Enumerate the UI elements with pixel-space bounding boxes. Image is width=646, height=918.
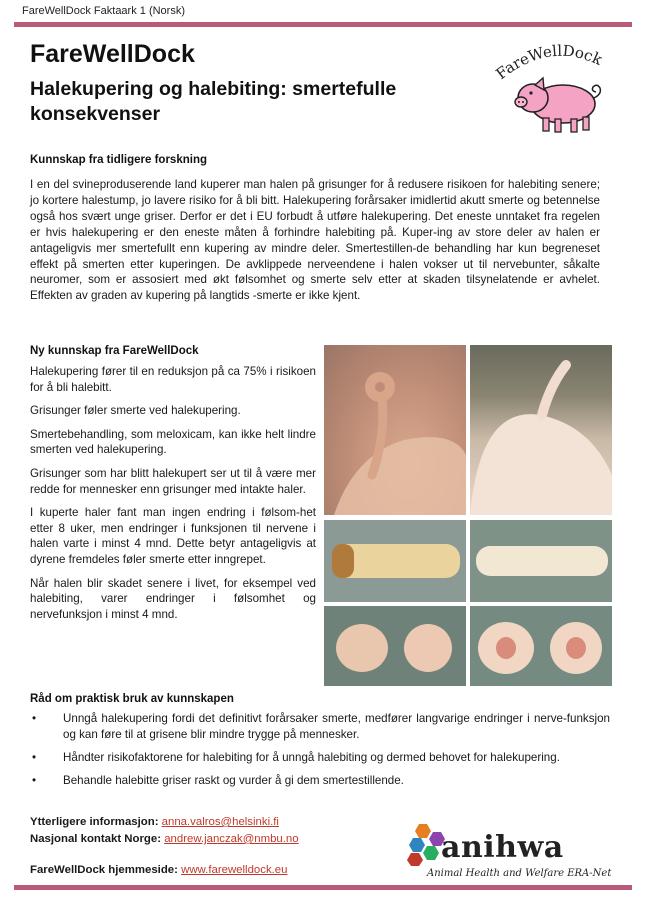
homepage-label: FareWellDock hjemmeside: xyxy=(30,864,178,876)
homepage-link[interactable]: www.farewelldock.eu xyxy=(181,864,288,876)
norway-contact-label: Nasjonal kontakt Norge: xyxy=(30,833,162,845)
more-info-email-link[interactable]: anna.valros@helsinki.fi xyxy=(161,816,279,828)
anihwa-logo xyxy=(405,822,625,884)
advice-item xyxy=(30,711,610,743)
photo-tail-section-left xyxy=(324,520,466,602)
norway-contact-email-link[interactable]: andrew.janczak@nmbu.no xyxy=(164,833,299,845)
advice-heading: Råd om praktisk bruk av kunnskapen xyxy=(30,693,234,705)
more-info-line xyxy=(30,816,279,828)
bottom-divider xyxy=(14,885,632,890)
photo-tail-section-right xyxy=(470,520,612,602)
advice-item-text: Unngå halekupering fordi det definitivt forårsaker smerte, medfører langvarige endringer i nerve-funksjon og kan føre til at grisene blir mindre trygge på mennesker. xyxy=(63,712,610,741)
page-subtitle: Halekupering og halebiting: smertefulle konsekvenser xyxy=(30,78,397,125)
finding-paragraph: Halekupering fører til en reduksjon på ca 75% i risikoen for å bli halebitt. xyxy=(30,365,316,394)
finding-paragraph: Når halen blir skadet senere i livet, for eksempel ved halebiting, varer endringer i følsomhet og nervefunksjon i minst 4 mnd. xyxy=(30,576,316,621)
photo-curly-tail xyxy=(324,345,466,515)
bullet-icon: • xyxy=(32,712,37,725)
bullet-icon: • xyxy=(32,750,37,764)
advice-item-text: Behandle halebitte griser raskt og vurder å gi dem smertestillende. xyxy=(63,773,404,787)
finding-paragraph: Grisunger som har blitt halekupert ser ut til å være mer redde for mennesker enn grisunger med intakte haler. xyxy=(30,466,316,496)
new-knowledge-heading: Ny kunnskap fra FareWellDock xyxy=(30,345,199,357)
photo-cross-section-left xyxy=(324,606,466,686)
pink-pig-icon xyxy=(515,78,600,132)
finding-paragraph: Smertebehandling, som meloxicam, kan ikke helt lindre smerten ved halekupering. xyxy=(30,427,316,457)
factsheet-label: FareWellDock Faktaark 1 (Norsk) xyxy=(22,5,185,17)
previous-research-heading: Kunnskap fra tidligere forskning xyxy=(30,154,207,166)
finding-paragraph: I kuperte haler fant man ingen endring i følsom-het etter 8 uker, men endringer i funksjonen til nervene i halen varte i minst 4 mnd. Dette betyr antageligvis at dyrene fremdeles føler smerte etter inngrepet. xyxy=(30,506,316,566)
brand-title: FareWellDock xyxy=(30,40,195,68)
norway-contact-line xyxy=(30,833,299,845)
farewelldock-logo xyxy=(495,38,615,138)
advice-item xyxy=(30,750,610,766)
photo-docked-tail xyxy=(470,345,612,515)
more-info-label: Ytterligere informasjon: xyxy=(30,816,159,828)
anihwa-name: anihwa xyxy=(441,830,564,865)
previous-research-text: I en del svineproduserende land kuperer man halen på grisunger for å redusere risikoen for halebiting senere; jo kortere halestump, jo lavere risiko for å bli bitt. Halekupering forårsaker imidlertid akutt smerte og betennelse også hos svært unge griser. Derfor er det i EU forbudt å utføre halekupering. Det eneste unntaket fra regelen er hvis halekupering er den eneste måten å forhindre halebiting på. Kuper-ing av store deler av halen er antageligvis mer smertefullt enn kupering av mindre deler. Smertestillen-de behandling har kun begreneset effekt på smerten etter kuperingen. De avklippede nerveendene i halen vokser ut til nervebunter, såkalte neuromer, som er assosiert med økt følsomhet og smerte selv etter at skaden tilsynelatende er avhelet. Effekten av graden av kupering på langtids -smerte er ikke kjent. xyxy=(30,178,600,303)
logo-text: areWellDock xyxy=(500,41,605,78)
finding-paragraph: Grisunger føler smerte ved halekupering. xyxy=(30,404,241,418)
bullet-icon: • xyxy=(32,773,37,787)
homepage-line xyxy=(30,864,287,876)
photo-cross-section-right xyxy=(470,606,612,686)
advice-item-text: Håndter risikofaktorene for halebiting for å unngå halebiting og dermed behovet for halekupering. xyxy=(63,750,560,764)
top-divider xyxy=(14,22,632,27)
advice-list xyxy=(30,711,610,796)
new-knowledge-list xyxy=(30,364,316,630)
anihwa-tagline: Animal Health and Welfare ERA-Net xyxy=(427,868,612,879)
advice-item xyxy=(30,773,610,789)
